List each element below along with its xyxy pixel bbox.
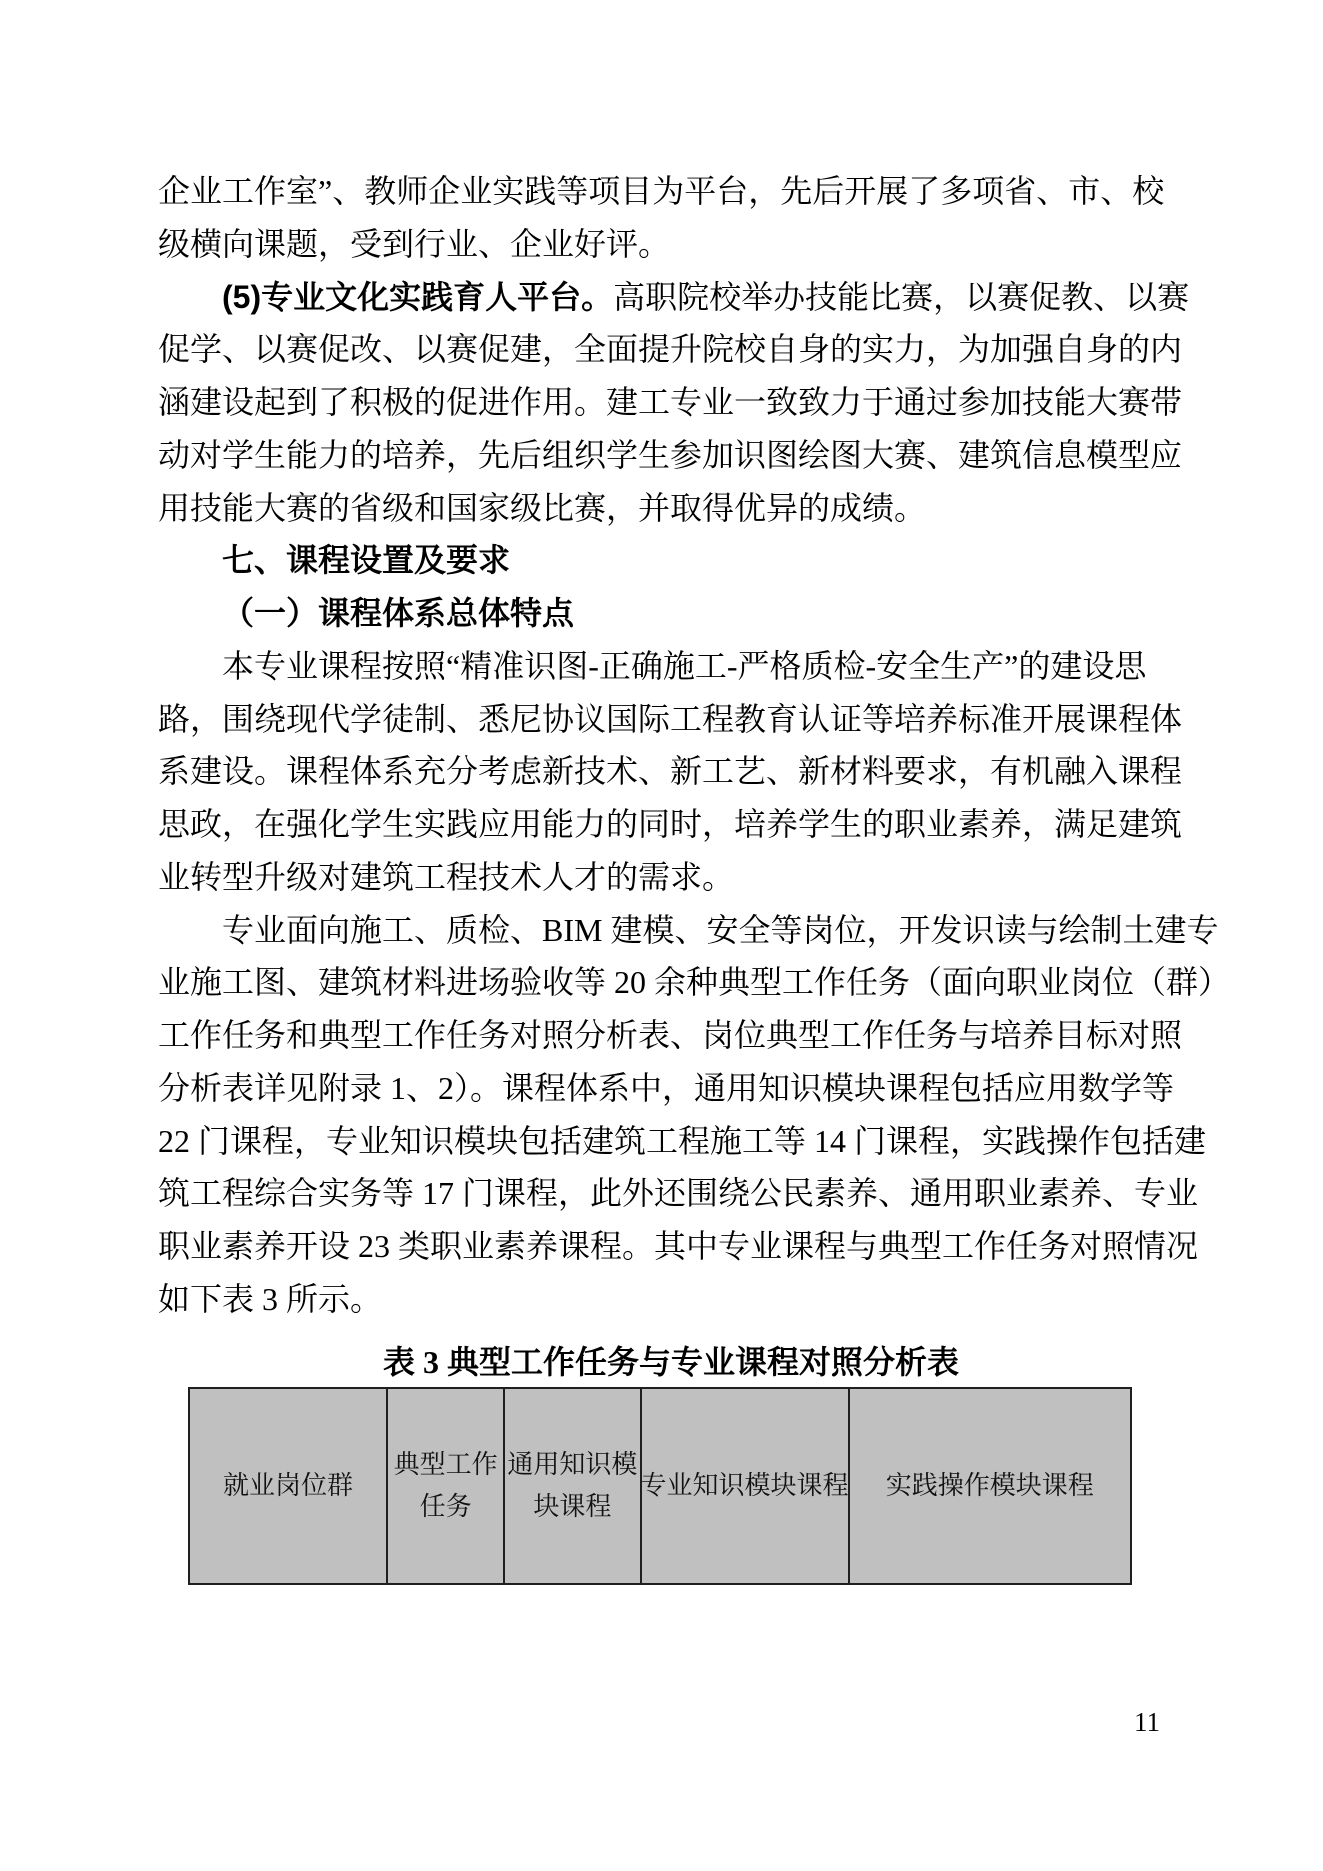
text-line: 路，围绕现代学徒制、悉尼协议国际工程教育认证等培养标准开展课程体 (158, 700, 1183, 737)
table-caption: 表 3 典型工作任务与专业课程对照分析表 (382, 1344, 959, 1380)
text-line: 分析表详见附录 1、2）。课程体系中，通用知识模块课程包括应用数学等 (158, 1069, 1175, 1106)
text-line: 业施工图、建筑材料进场验收等 20 余种典型工作任务（面向职业岗位（群） (158, 964, 1231, 1001)
text-line: 企业工作室”、教师企业实践等项目为平台，先后开展了多项省、市、校 (158, 173, 1165, 209)
document-body (158, 165, 1231, 1326)
table-header-label: 就业岗位群 (222, 1470, 353, 1501)
text-line: 本专业课程按照“精准识图-正确施工-严格质检-安全生产”的建设思 (222, 647, 1147, 684)
bold-lead-in: (5)专业文化实践育人平台。 (222, 278, 614, 315)
text-line: 筑工程综合实务等 17 门课程，此外还围绕公民素养、通用职业素养、专业 (158, 1175, 1199, 1212)
table-header-label: 专业知识模块课程 (640, 1470, 849, 1501)
text-line: 促学、以赛促改、以赛促建，全面提升院校自身的实力，为加强自身的内 (158, 331, 1183, 368)
text-line: 级横向课题，受到行业、企业好评。 (158, 225, 671, 262)
text-line: 思政，在强化学生实践应用能力的同时，培养学生的职业素养，满足建筑 (158, 806, 1183, 842)
section-heading: 七、课程设置及要求 (222, 542, 511, 579)
page-number: 11 (1134, 1707, 1160, 1737)
table-header-label: 通用知识模块课程 (507, 1449, 638, 1521)
table-header-job-groups (190, 1389, 386, 1583)
text-line: 工作任务和典型工作任务对照分析表、岗位典型工作任务与培养目标对照 (158, 1017, 1183, 1053)
table-header-typical-tasks (386, 1389, 503, 1583)
table-header-professional-knowledge-courses (640, 1389, 848, 1583)
section-heading: （一）课程体系总体特点 (222, 595, 575, 631)
text-line: 如下表 3 所示。 (158, 1280, 383, 1317)
table-header-practice-courses (848, 1389, 1130, 1583)
text-line: 专业面向施工、质检、BIM 建模、安全等岗位，开发识读与绘制土建专 (222, 911, 1219, 948)
text-line: 用技能大赛的省级和国家级比赛，并取得优异的成绩。 (158, 489, 927, 526)
text-line: 职业素养开设 23 类职业素养课程。其中专业课程与典型工作任务对照情况 (158, 1228, 1199, 1264)
text-line: 业转型升级对建筑工程技术人才的需求。 (158, 858, 735, 895)
task-course-table (188, 1387, 1132, 1585)
text-line: 22 门课程，专业知识模块包括建筑工程施工等 14 门课程，实践操作包括建 (158, 1122, 1207, 1159)
table-header-label: 实践操作模块课程 (885, 1470, 1094, 1501)
text-line: 动对学生能力的培养，先后组织学生参加识图绘图大赛、建筑信息模型应 (158, 436, 1183, 473)
text-line: 涵建设起到了积极的促进作用。建工专业一致致力于通过参加技能大赛带 (158, 384, 1183, 420)
table-header-label: 典型工作任务 (393, 1449, 498, 1521)
table-header-general-knowledge-courses (503, 1389, 639, 1583)
text-line: 系建设。课程体系充分考虑新技术、新工艺、新材料要求，有机融入课程 (158, 753, 1183, 790)
text-line: (5)专业文化实践育人平台。高职院校举办技能比赛，以赛促教、以赛 (222, 278, 1190, 315)
